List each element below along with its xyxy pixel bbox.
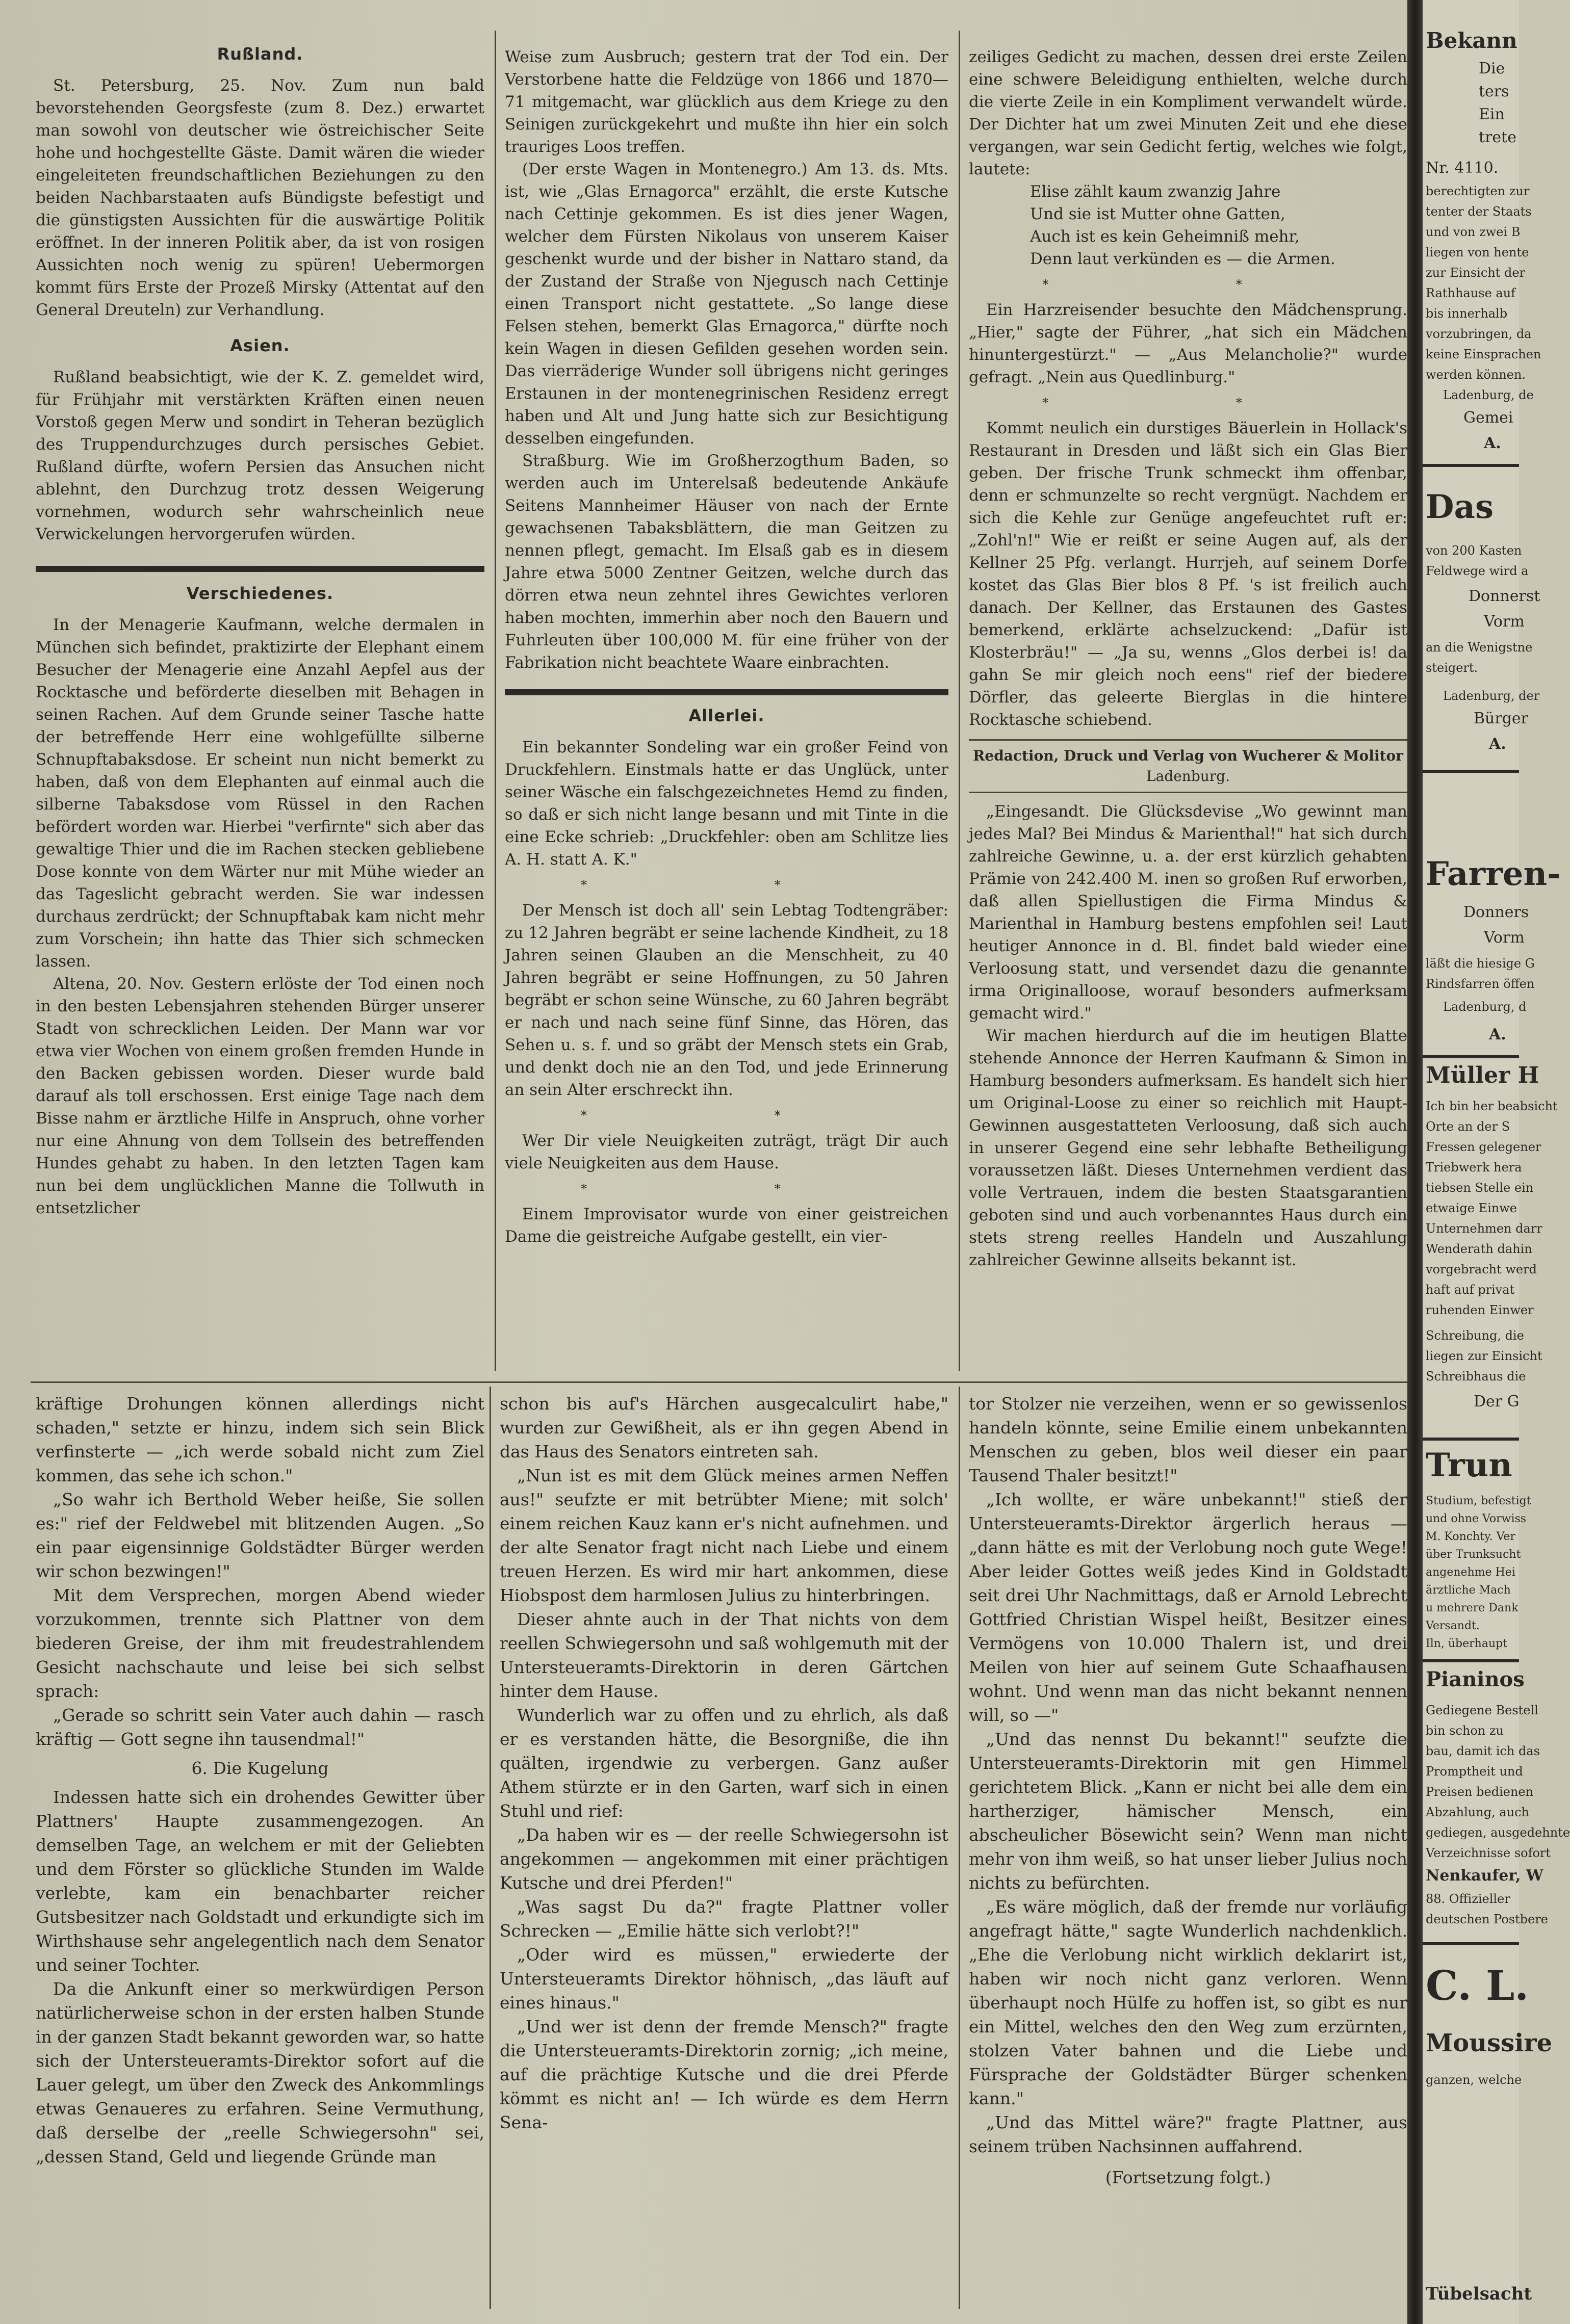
edge-text: Iln, überhaupt — [1426, 1637, 1508, 1650]
story-chapter-heading: 6. Die Kugelung — [191, 1758, 329, 1778]
ad-rule — [1423, 1438, 1519, 1441]
edge-heading: Müller H — [1426, 1062, 1539, 1088]
column-3 — [969, 46, 1407, 1371]
feuilleton-rule — [31, 1381, 1407, 1383]
edge-text: Rindsfarren öffen — [1426, 977, 1535, 991]
edge-text: läßt die hiesige G — [1426, 956, 1535, 971]
poem-intro: zeiliges Gedicht zu machen, dessen drei erste Zeilen eine schwere Beleidigung enthielten, welche durch die vierte Zeile in ein Kompliment verwandelt würde. Der Dichter hat um zwei Minuten Zeit und ehe diese vergangen, war sein Gedicht fertig, welches wie folgt, lautete: — [969, 48, 1407, 178]
edge-text: gediegen, ausgedehnte — [1426, 1825, 1570, 1840]
story-paragraph: „Ich wollte, er wäre unbekannt!" stieß der Untersteueramts-Direktor ärgerlich heraus — „dann hätte es mit der Verlobung noch gute Wege! Aber leider Gottes weiß jedes Kind in Goldstadt seit drei Uhr Nachmittags, daß er Arnold Lebrecht Gottfried Christian Wispel heißt, Besitzer eines Vermögens von 10.000 Thalern ist, und drei Meilen von hier auf seinem Gute Schaafhausen wohnt. Und wenn man das nicht bekannt nennen will, so —" — [969, 1490, 1407, 1725]
story-paragraph: „So wahr ich Berthold Weber heiße, Sie sollen es:" rief der Feldwebel mit blitzenden Augen. „So ein paar eigensinnige Goldstädter Bürger werden wir schon bezwingen!" — [36, 1490, 484, 1581]
story-paragraph: tor Stolzer nie verzeihen, wenn er so gewissenlos handeln könnte, seine Emilie einem unbekannten Menschen zu geben, blos weil dieser ein paar Tausend Thaler besitzt!" — [969, 1394, 1407, 1485]
edge-text: Vorm — [1484, 613, 1525, 631]
credit-rule — [969, 739, 1407, 741]
article-montenegro: (Der erste Wagen in Montenegro.) Am 13. ds. Mts. ist, wie „Glas Ernagorca" erzählt, die erste Kutsche nach Cettinje gekommen. Es ist dies jener Wagen, welcher dem Fürsten Nikolaus von unserem Kaiser geschenkt wurde und der bisher in Nattaro stand, da der Zustand der Straße von Njegusch nach Cettinje einen Transport nicht gestattete. „So lange diese Felsen stehen, bemerkt Glas Ernagorca," dürfte noch kein Wagen in diesen Gefilden gesehen worden sein. Das vierräderige Wunder soll übrigens nicht geringes Erstaunen in der montenegrinischen Residenz erregt haben und Alt und Jung hatte sich zur Besichtigung desselben eingefunden. — [505, 160, 948, 448]
article-strassburg: Straßburg. Wie im Großherzogthum Baden, so werden auch im Unterelsaß bedeutende Ankäufe Seitens Mannheimer Häuser von nach der Ernte gewachsenen Tabaksblättern, die man Geitzen zu nennen pflegt, gemacht. Im Elsaß gab es in diesem Jahre etwa 5000 Zentner Geitzen, welche durch das dörren etwa neun zehntel ihres Gewichtes verloren haben mochten, immerhin aber noch den Bauern und Fuhrleuten über 100,000 M. für eine früher von der Fabrikation nicht beachtete Waare einbrachten. — [505, 452, 948, 672]
anecdote-todtengraeber: Der Mensch ist doch all' sein Lebtag Todtengräber: zu 12 Jahren begräbt er seine lachende Kindheit, zu 18 Jahren seinen Glauben an die Menschheit, zu 40 Jahren begräbt er seine Hoffnungen, zu 50 Jahren begräbt er schon seine Wünsche, zu 60 Jahren begräbt er nach und nach seine fünf Sinne, das Hören, das Sehen u. s. f. und so gräbt der Mensch stets ein Grab, und denkt doch nie an den Tod, und jede Erinnerung an sein Alter erschreckt ihn. — [505, 901, 948, 1099]
edge-text: Ladenburg, de — [1443, 388, 1534, 402]
edge-text: Ich bin her beabsicht — [1426, 1099, 1558, 1113]
edge-text: Gediegene Bestell — [1426, 1703, 1538, 1717]
story-paragraph: „Und wer ist denn der fremde Mensch?" fragte die Untersteueramts-Direktorin zornig; „ich meine, auf die prächtige Kutsche und die drei Pferde kömmt es nicht an! — Ich würde es dem Herrn Sena- — [500, 2017, 948, 2132]
edge-text: liegen zur Einsicht — [1426, 1349, 1542, 1363]
edge-text: Ladenburg, der — [1443, 689, 1540, 703]
edge-text: A. — [1489, 735, 1506, 753]
edge-text: u mehrere Dank — [1426, 1602, 1518, 1614]
poem-line: Denn laut verkünden es — die Armen. — [1030, 250, 1335, 268]
edge-text: etwaige Einwe — [1426, 1201, 1517, 1215]
edge-text: Schreibhaus die — [1426, 1369, 1526, 1383]
edge-text: Schreibung, die — [1426, 1328, 1524, 1343]
edge-text: Abzahlung, auch — [1426, 1805, 1529, 1819]
edge-text: Verzeichnisse sofort — [1426, 1846, 1551, 1860]
story-paragraph: kräftige Drohungen können allerdings nicht schaden," setzte er hinzu, indem sich sein Blick verfinsterte — „ich werde sobald nicht zum Ziel kommen, das sehe ich schon." — [36, 1394, 484, 1485]
story-paragraph: schon bis auf's Härchen ausgecalculirt habe," wurden zur Gewißheit, als er ihn gegen Abend in das Haus des Senators eintreten sah. — [500, 1394, 948, 1461]
page-binding — [1407, 0, 1423, 2324]
edge-heading: Trun — [1426, 1446, 1512, 1484]
edge-text: Ladenburg, d — [1443, 1000, 1527, 1014]
article-russland: St. Petersburg, 25. Nov. Zum nun bald bevorstehenden Georgsfeste (zum 8. Dez.) erwartet man sowohl von deutscher wie östreichischer Seite hohe und hochgestellte Gäste. Damit wären die wieder eingeleiteten freundschaftlichen Beziehungen zu den beiden Nachbarstaaten aufs Bündigste befestigt und die günstigsten Aussichten für die auswärtige Politik eröffnet. In der inneren Politik aber, da ist von rosigen Aussichten noch wenig zu spüren! Uebermorgen kommt fürs Erste der Prozeß Mirsky (Attentat auf den General Dreuteln) zur Verhandlung. — [36, 76, 484, 319]
ad-rule — [1423, 1659, 1519, 1662]
edge-text: Nr. 4110. — [1426, 159, 1499, 177]
story-paragraph: Da die Ankunft einer so merkwürdigen Person natürlicherweise schon in der ersten halben Stunde in der ganzen Stadt bekannt geworden war, so hatte sich der Untersteueramts-Direktor sofort auf die Lauer gelegt, um über den Zweck des Ankommlings etwas Genaueres zu erfahren. Seine Vermuthung, daß derselbe der „reelle Schwiegersohn" sei, „dessen Stand, Geld und liegende Gründe man — [36, 1979, 484, 2166]
edge-text: werden können. — [1426, 368, 1526, 382]
section-heading-asien: Asien. — [230, 336, 290, 355]
ad-rule — [1423, 464, 1519, 467]
edge-text: Bekann — [1426, 28, 1517, 53]
edge-text: deutschen Postbere — [1426, 1912, 1548, 1926]
story-paragraph: „Da haben wir es — der reelle Schwiegersohn ist angekommen — angekommen mit einer prächtigen Kutsche und drei Pferden!" — [500, 1825, 948, 1893]
story-paragraph: „Und das Mittel wäre?" fragte Plattner, aus seinem trüben Nachsinnen auffahrend. — [969, 2112, 1407, 2156]
edge-text: trete — [1479, 128, 1516, 146]
edge-text: Donnerst — [1469, 587, 1540, 605]
story-paragraph: „Was sagst Du da?" fragte Plattner voller Schrecken — „Emilie hätte sich verlobt?!" — [500, 1897, 948, 1941]
story-continued-note: (Fortsetzung folgt.) — [1105, 2168, 1271, 2187]
ad-rule — [1423, 1055, 1519, 1058]
section-divider — [505, 689, 948, 695]
edge-text: Der G — [1474, 1393, 1520, 1411]
edge-text: vorgebracht werd — [1426, 1262, 1537, 1276]
story-column-3 — [969, 1392, 1407, 2304]
story-column-1 — [36, 1392, 484, 2304]
notice-eingesandt: „Eingesandt. Die Glücksdevise „Wo gewinnt man jedes Mal? Bei Mindus & Marienthal!" hat sich durch zahlreiche Gewinne, u. a. der erst kürzlich gehabten Prämie von 242.400 M. inen so großen Ruf erworben, daß allen Spiellustigen die Firma Mindus & Marienthal in Hamburg bestens empfohlen sei! Laut heutiger Annonce in d. Bl. findet bald wieder eine Verloosung statt, und versendet dazu die genannte irma Originalloose, worauf besonders aufmerksam gemacht wird." — [969, 802, 1407, 1023]
column-rule — [959, 31, 960, 1371]
edge-text: Vorm — [1484, 929, 1525, 947]
edge-text: an die Wenigstne — [1426, 640, 1533, 655]
edge-text: Preisen bedienen — [1426, 1785, 1534, 1799]
story-paragraph: Dieser ahnte auch in der That nichts von dem reellen Schwiegersohn und saß wohlgemuth mit der Untersteueramts-Direktorin in deren Gärtchen hinter dem Hause. — [500, 1609, 948, 1701]
story-paragraph: „Oder wird es müssen," erwiederte der Untersteueramts Direktor höhnisch, „das läuft auf eines hinaus." — [500, 1945, 948, 2013]
edge-text: ruhenden Einwer — [1426, 1303, 1534, 1317]
edge-text: Promptheit und — [1426, 1764, 1523, 1779]
publisher-credit — [969, 746, 1407, 787]
separator-stars: * * — [581, 878, 872, 892]
edge-text: Bürger — [1474, 710, 1529, 727]
edge-text: steigert. — [1426, 661, 1478, 675]
story-paragraph: „Es wäre möglich, daß der fremde nur vorläufig angefragt hätte," sagte Wunderlich nachdenklich. „Ehe die Verlobung nicht wirklich deklarirt ist, haben wir noch nicht ganz verloren. Wenn überhaupt noch Hülfe zu hoffen ist, so gibt es nur ein Mittel, welches den den Weg zum erzürnten, stolzen Vater bahnen und die Liebe und Fürsprache der Goldstädter Bürger schenken kann." — [969, 1897, 1407, 2108]
edge-text: Tübelsacht — [1426, 2284, 1532, 2304]
edge-text: Studium, befestigt — [1426, 1495, 1531, 1507]
edge-text: bis innerhalb — [1426, 306, 1508, 321]
edge-text: ters — [1479, 83, 1509, 100]
edge-text: Donners — [1463, 903, 1529, 921]
poem-line: Auch ist es kein Geheimniß mehr, — [1030, 227, 1300, 246]
anecdote-harzreisender: Ein Harzreisender besuchte den Mädchensprung. „Hier," sagte der Führer, „hat sich ein Mädchen hinuntergestürzt." — „Aus Melancholie?" wurde gefragt. „Nein aus Quedlinburg." — [969, 301, 1407, 386]
column-rule — [959, 1387, 960, 2309]
story-paragraph: „Und das nennst Du bekannt!" seufzte die Untersteueramts-Direktorin mit gen Himmel gerichtetem Blick. „Kann er nicht bei alle dem ein hartherziger, hämischer Mensch, ein abscheulicher Bösewicht sein? Wenn man nicht mehr von ihm weiß, so hat unser lieber Julius noch nichts zu befürchten. — [969, 1729, 1407, 1893]
edge-text: berechtigten zur — [1426, 184, 1530, 198]
edge-heading: Das — [1426, 488, 1494, 526]
edge-text: Versandt. — [1426, 1620, 1480, 1632]
article-continuation: Weise zum Ausbruch; gestern trat der Tod ein. Der Verstorbene hatte die Feldzüge von 1866 und 1870—71 mitgemacht, war glücklich aus dem Kriege zu den Seinigen zurückgekehrt und mußte ihn hier ein solch trauriges Loos treffen. — [505, 48, 948, 156]
separator-stars: * * — [581, 1182, 872, 1196]
adjacent-page-edge — [1423, 0, 1570, 2324]
edge-text: Fressen gelegener — [1426, 1140, 1541, 1154]
poem-line: Und sie ist Mutter ohne Gatten, — [1030, 205, 1285, 223]
edge-text: vorzubringen, da — [1426, 327, 1532, 341]
edge-text: Rathhause auf — [1426, 286, 1516, 300]
edge-text: tenter der Staats — [1426, 204, 1532, 219]
separator-stars: * * — [581, 1108, 872, 1122]
story-paragraph: „Gerade so schritt sein Vater auch dahin — rasch kräftig — Gott segne ihn tausendmal!" — [36, 1705, 484, 1749]
story-paragraph: „Nun ist es mit dem Glück meines armen Neffen aus!" seufzte er mit betrübter Miene; mit solch' einem reichen Kauz kann er's nicht aufnehmen. und der alte Senator fragt nicht nach Liebe und einem treuen Herzen. Es wird mir hart ankommen, diese Hiobspost dem harmlosen Julius zu hinterbringen. — [500, 1466, 948, 1605]
ad-rule — [1423, 1942, 1519, 1945]
edge-text: tiebsen Stelle ein — [1426, 1181, 1534, 1195]
column-1 — [36, 36, 484, 1371]
edge-text: haft auf privat — [1426, 1283, 1515, 1297]
column-2 — [505, 46, 948, 1371]
anecdote-neuigkeiten: Wer Dir viele Neuigkeiten zuträgt, trägt Dir auch viele Neuigkeiten aus dem Hause. — [505, 1132, 948, 1172]
story-paragraph: Indessen hatte sich ein drohendes Gewitter über Plattners' Haupte zusammengezogen. An demselben Tage, an welchem er mit der Geliebten und dem Förster so glückliche Stunden im Walde verlebte, kam ein benachbarter reicher Gutsbesitzer nach Goldstadt und erkundigte sich im Wirthshause sehr angelegentlich nach dem Senator und seiner Tochter. — [36, 1787, 484, 1975]
edge-text: Ein — [1479, 106, 1505, 123]
edge-text: über Trunksucht — [1426, 1548, 1521, 1561]
edge-heading: Pianinos — [1426, 1667, 1525, 1691]
edge-text: bin schon zu — [1426, 1724, 1504, 1738]
edge-text: Wenderath dahin — [1426, 1242, 1532, 1256]
edge-text: Nenkaufer, W — [1426, 1867, 1543, 1885]
edge-heading: C. L. — [1426, 1962, 1529, 2009]
section-divider — [36, 566, 484, 572]
story-column-2 — [500, 1392, 948, 2304]
credit-rule — [969, 792, 1407, 793]
poem-line: Elise zählt kaum zwanzig Jahre — [1030, 182, 1281, 201]
edge-text: von 200 Kasten — [1426, 543, 1522, 558]
edge-text: Moussire — [1426, 2029, 1553, 2057]
edge-text: und ohne Vorwiss — [1426, 1512, 1527, 1525]
article-asien: Rußland beabsichtigt, wie der K. Z. gemeldet wird, für Frühjahr mit verstärkten Kräften einen neuen Vorstoß gegen Merw und sondirt in Teheran bezüglich des Truppendurchzuges durch persisches Gebiet. Rußland dürfte, wofern Persien das Ansuchen nicht ablehnt, den Durchzug trotz dessen Weigerung vornehmen, wodurch sehr wahrscheinlich neue Verwickelungen hervorgerufen würden. — [36, 368, 484, 543]
edge-text: Feldwege wird a — [1426, 564, 1529, 578]
edge-text: zur Einsicht der — [1426, 266, 1526, 280]
section-heading-allerlei: Allerlei. — [688, 706, 765, 725]
edge-text: liegen von hente — [1426, 245, 1529, 259]
edge-text: keine Einsprachen — [1426, 347, 1541, 361]
publisher-place: Ladenburg. — [1146, 768, 1230, 785]
column-rule — [490, 1387, 491, 2309]
edge-text: Die — [1479, 60, 1505, 77]
edge-text: und von zwei B — [1426, 225, 1521, 239]
edge-text: ganzen, welche — [1426, 2073, 1522, 2087]
anecdote-improvisator: Einem Improvisator wurde von einer geistreichen Dame die geistreiche Aufgabe gestellt, ein vier- — [505, 1205, 948, 1246]
edge-text: M. Konchty. Ver — [1426, 1530, 1515, 1543]
anecdote-druckfehler: Ein bekannter Sondeling war ein großer Feind von Druckfehlern. Einstmals hatte er das Unglück, unter seiner Wäsche ein falschgezeichnetes Hemd zu finden, so daß er sich nicht lange besann und mit Tinte in die eine Ecke schrieb: „Druckfehler: oben am Schlitze lies A. H. statt A. K." — [505, 738, 948, 869]
column-rule — [495, 31, 496, 1371]
section-heading-verschiedenes: Verschiedenes. — [186, 584, 334, 603]
edge-text: bau, damit ich das — [1426, 1744, 1540, 1758]
edge-text: Unternehmen darr — [1426, 1221, 1542, 1236]
section-heading-russland: Rußland. — [217, 44, 303, 64]
edge-text: angenehme Hei — [1426, 1566, 1515, 1579]
article-altena: Altena, 20. Nov. Gestern erlöste der Tod einen noch in den besten Lebensjahren stehenden Bürger unserer Stadt von schrecklichen Leiden. Der Mann war vor etwa vier Wochen von einem großen fremden Hunde in den Backen gebissen worden. Dieser wurde bald darauf als toll erschossen. Erst einige Tage nach dem Bisse nahm er ärztliche Hilfe in Anspruch, ohne vorher nur eine Ahnung von dem Tollsein des betreffenden Hundes gehabt zu haben. In den letzten Tagen kam nun bei dem unglücklichen Manne die Tollwuth in entsetzlicher — [36, 975, 484, 1217]
separator-stars: * * — [1042, 396, 1334, 410]
edge-heading: Farren- — [1426, 855, 1561, 893]
edge-text: 88. Offizieller — [1426, 1892, 1510, 1906]
separator-stars: * * — [1042, 277, 1334, 292]
publisher-line: Redaction, Druck und Verlag von Wucherer & Molitor — [973, 747, 1403, 764]
story-paragraph: Mit dem Versprechen, morgen Abend wieder vorzukommen, trennte sich Plattner von dem biederen Greise, der ihm mit freudestrahlendem Gesicht nachschaute und leise bei sich selbst sprach: — [36, 1585, 484, 1701]
article-menagerie: In der Menagerie Kaufmann, welche dermalen in München sich befindet, praktizirte der Elephant einem Besucher der Menagerie eine Anzahl Aepfel aus der Rocktasche und beförderte dieselben mit Behagen in seinen Rachen. Auf dem Grunde seiner Tasche hatte der betreffende Herr eine wohlgefüllte silberne Schnupftabaksdose. Er scheint nun nicht bemerkt zu haben, daß von dem Elephanten auf einmal auch die silberne Tabaksdose vom Rüssel in den Rachen befördert worden war. Hierbei "verfirnte" sich aber das gewaltige Thier und die im Rachen stecken gebliebene Dose konnte von dem Wärter nur mit Mühe wieder an das Tageslicht gebracht werden. Sie war indessen durchaus zerdrückt; der Schnupftabak kam nicht mehr zum Vorschein; ihn hatte das Thier sich schmecken lassen. — [36, 616, 484, 971]
edge-text: A. — [1489, 1026, 1506, 1043]
edge-text: Triebwerk hera — [1426, 1160, 1522, 1174]
anecdote-bauerlein: Kommt neulich ein durstiges Bäuerlein in Hollack's Restaurant in Dresden und läßt sich ein Glas Bier geben. Der frische Trunk schmeckt ihm offenbar, denn er schmunzelte so recht vergnügt. Nachdem er sich die Kehle zur Genüge angefeuchtet ruft er: „Zohl'n!" Wie er reißt er seine Augen auf, als der Kellner 25 Pfg. verlangt. Hurrjeh, auf seinem Dorfe kostet das Glas Bier blos 8 Pf. 's ist freilich auch danach. Der Kellner, das Erstaunen des Gastes bemerkend, erklärte achselzuckend: „Dafür ist Klosterbräu!" — „Ja su, wenns „Glos derbei is! da gahn Se mir gleich noch eens" rief der biedere Dörfler, das geleerte Bierglas in die hintere Rocktasche schiebend. — [969, 419, 1407, 729]
story-paragraph: Wunderlich war zu offen und zu ehrlich, als daß er es verstanden hätte, die Besorgniße, die ihn quälten, irgendwie zu verbergen. Ganz außer Athem stürzte er in den Garten, warf sich in einen Stuhl und rief: — [500, 1705, 948, 1821]
edge-text: ärztliche Mach — [1426, 1584, 1511, 1597]
edge-text: Gemei — [1463, 409, 1513, 427]
ad-rule — [1423, 770, 1519, 773]
notice-kaufmann-simon: Wir machen hierdurch auf die im heutigen Blatte stehende Annonce der Herren Kaufmann & Simon in Hamburg besonders aufmerksam. Es handelt sich hier um Original-Loose zu einer so reichlich mit Haupt-Gewinnen ausgestatteten Verloosung, daß sich auch in unserer Gegend eine sehr lebhafte Betheiligung voraussetzen läßt. Dieses Unternehmen verdient das volle Vertrauen, indem die besten Staatsgarantien geboten sind und auch vorbenanntes Haus durch ein stets streng reelles Handeln und Auszahlung zahlreicher Gewinne allseits bekannt ist. — [969, 1027, 1407, 1269]
edge-text: Orte an der S — [1426, 1119, 1510, 1134]
edge-text: A. — [1484, 434, 1501, 452]
